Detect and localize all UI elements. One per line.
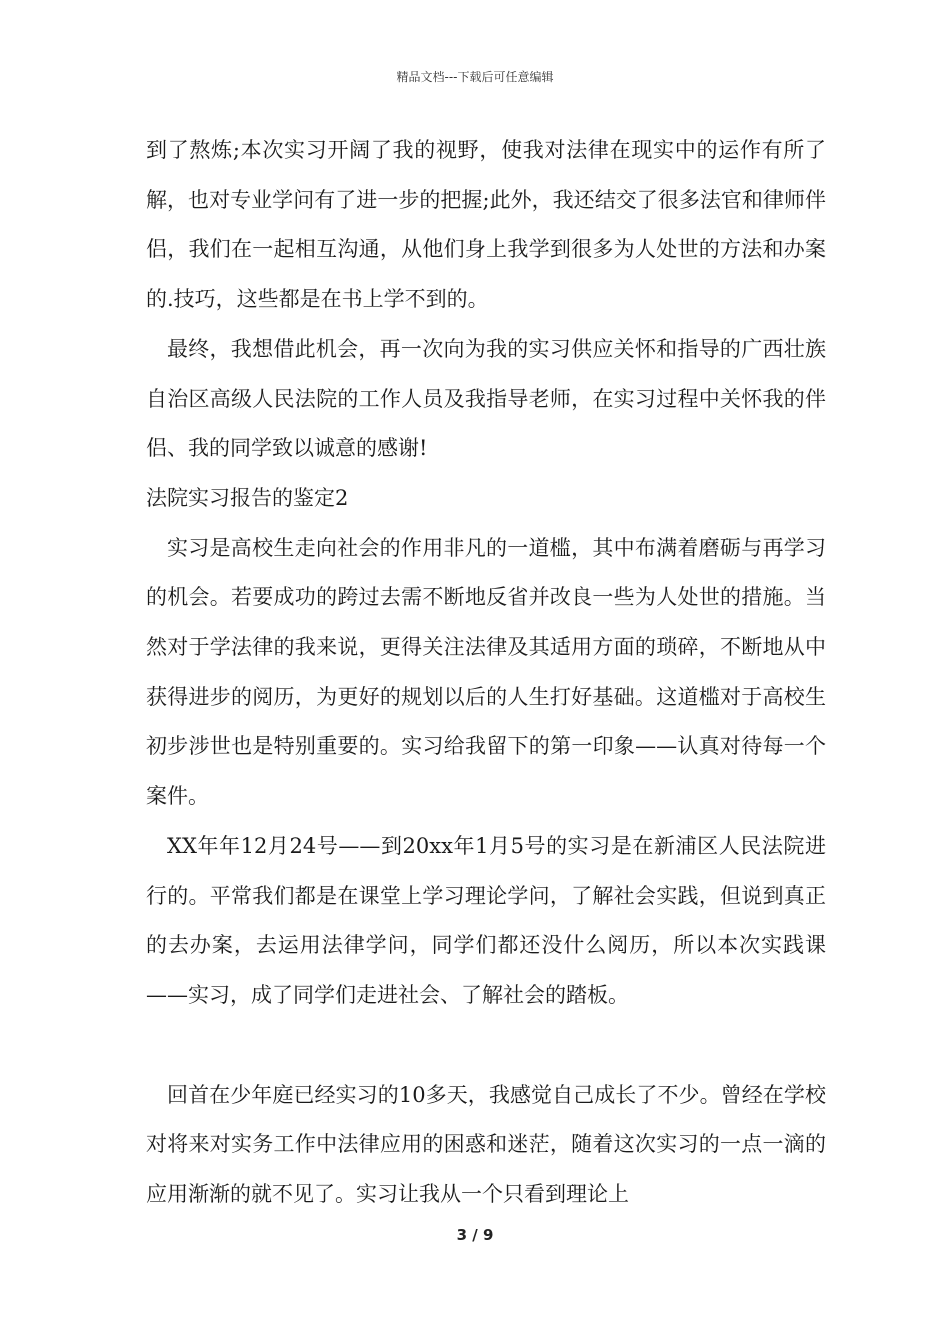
document-body xyxy=(146,126,826,1220)
blank-line xyxy=(146,1021,826,1071)
paragraph-3: 实习是高校生走向社会的作用非凡的一道槛，其中布满着磨砺与再学习的机会。若要成功的跨过去需不断地反省并改良一些为人处世的措施。当然对于学法律的我来说，更得关注法律及其适用方面的琐碎，不断地从中获得进步的阅历，为更好的规划以后的人生打好基础。这道槛对于高校生初步涉世也是特别重要的。实习给我留下的第一印象——认真对待每一个案件。 xyxy=(146,535,826,809)
page-header: 精品文档---下载后可任意编辑 xyxy=(396,70,554,84)
paragraph-2: 最终，我想借此机会，再一次向为我的实习供应关怀和指导的广西壮族自治区高级人民法院的工作人员及我指导老师，在实习过程中关怀我的伴侣、我的同学致以诚意的感谢! xyxy=(146,336,826,461)
section-heading: 法院实习报告的鉴定2 xyxy=(146,485,349,510)
page-number: 3 / 9 xyxy=(456,1226,494,1244)
paragraph-4: XX年年12月24号——到20xx年1月5号的实习是在新浦区人民法院进行的。平常我们都是在课堂上学习理论学问，了解社会实践，但说到真正的去办案，去运用法律学问，同学们都还没什么阅历，所以本次实践课——实习，成了同学们走进社会、了解社会的踏板。 xyxy=(146,833,826,1007)
paragraph-1: 到了熬炼;本次实习开阔了我的视野，使我对法律在现实中的运作有所了解，也对专业学问有了进一步的把握;此外，我还结交了很多法官和律师伴侣，我们在一起相互沟通，从他们身上我学到很多为人处世的方法和办案的.技巧，这些都是在书上学不到的。 xyxy=(146,138,826,312)
paragraph-5: 回首在少年庭已经实习的10多天，我感觉自己成长了不少。曾经在学校对将来对实务工作中法律应用的困惑和迷茫，随着这次实习的一点一滴的应用渐渐的就不见了。实习让我从一个只看到理论上 xyxy=(146,1082,826,1207)
